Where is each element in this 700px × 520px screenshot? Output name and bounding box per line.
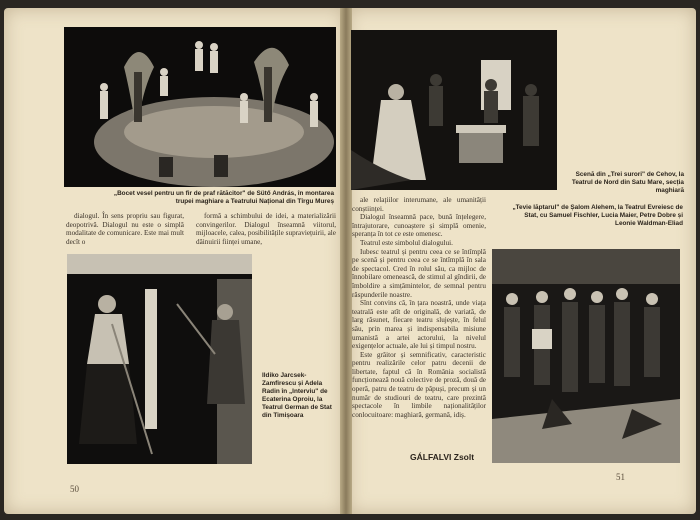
photo-interviu (67, 254, 252, 464)
left-col2-text: formă a schimbului de idei, a materializării convingerilor. Dialogul înseamnă viitorul, mijloacele, calea, posibilitățile supraviețuirii, ale dăinuirii ființei umane, (196, 212, 336, 246)
right-paragraph-3: Teatrul este simbolul dialogului. (360, 238, 453, 247)
right-paragraph-1: ale relațiilor interumane, ale umanității conștiinței. (352, 196, 486, 213)
caption-trei-surori: Scenă din „Trei surori" de Cehov, la Teatrul de Nord din Satu Mare, secția maghiară (571, 171, 684, 194)
photo-trei-surori (351, 30, 557, 190)
photo-tevie-laptarul (492, 249, 680, 463)
photo-bocet-vesel (64, 27, 336, 187)
right-article-column (352, 196, 486, 419)
page-number-left: 50 (70, 484, 79, 494)
caption-bocet-vesel: „Bocet vesel pentru un fir de praf rătăcitor" de Sütő András, în montarea trupei maghiare a Teatrului Național din Tîrgu Mureș (113, 190, 334, 205)
right-paragraph-5: Sînt convins că, în țara noastră, unde viața teatrală este atît de originală, de variată, de larg răsunet, fiecare teatru slujește, în felul său, prin marea și indispensabila misiune umanistă a artei actorului, la nivelul exigențelor actuale, ale lui și timpul nostru. (352, 299, 486, 351)
right-paragraph-2: Dialogul înseamnă pace, bună înțelegere, întrajutorare, cunoaștere și simplă omenie, speranța în tot ce este omenesc. (352, 213, 486, 239)
left-column-2 (196, 212, 336, 246)
left-col1-text: dialogul. În sens propriu sau figurat, deopotrivă. Dialogul nu este o simplă modalitate de comunicare. Este mai mult decît o (66, 212, 184, 246)
right-paragraph-4: Iubesc teatrul și pentru ceea ce se întîmplă pe scenă și pentru ceea ce se întîmplă în sala de spectacol. Cred în rolul său, ca mijloc de înnobilare omenească, de stimul al gîndirii, de îmboldire a simțămintelor, de semnal pentru răspunderile noastre. (352, 247, 486, 299)
left-column-1 (66, 212, 184, 246)
author-signature: GÁLFALVI Zsolt (410, 452, 475, 462)
caption-tevie-laptarul: „Tevie lăptarul" de Șalom Alehem, la Teatrul Evreiesc de Stat, cu Samuel Fischler, Lucia Maier, Petre Dobre și Leonie Waldman-Eliad (512, 204, 683, 227)
right-paragraph-6: Este grăitor și semnificativ, caracteristic pentru realizările celor patru decenii de libertate, faptul că în România socialistă funcționează nouă colective de proză, două de operă, patru de teatru de păpuși, precum și un număr de studiouri de teatru, care prezintă spectacole în limbile naționalităților conlocuitoare: maghiară, germană, idiș. (352, 350, 486, 419)
caption-interviu: Ildiko Jarcsek-Zamfirescu și Adela Radin în „Interviu" de Ecaterina Oproiu, la Teatrul German de Stat din Timișoara (262, 372, 332, 419)
page-number-right: 51 (616, 472, 625, 482)
